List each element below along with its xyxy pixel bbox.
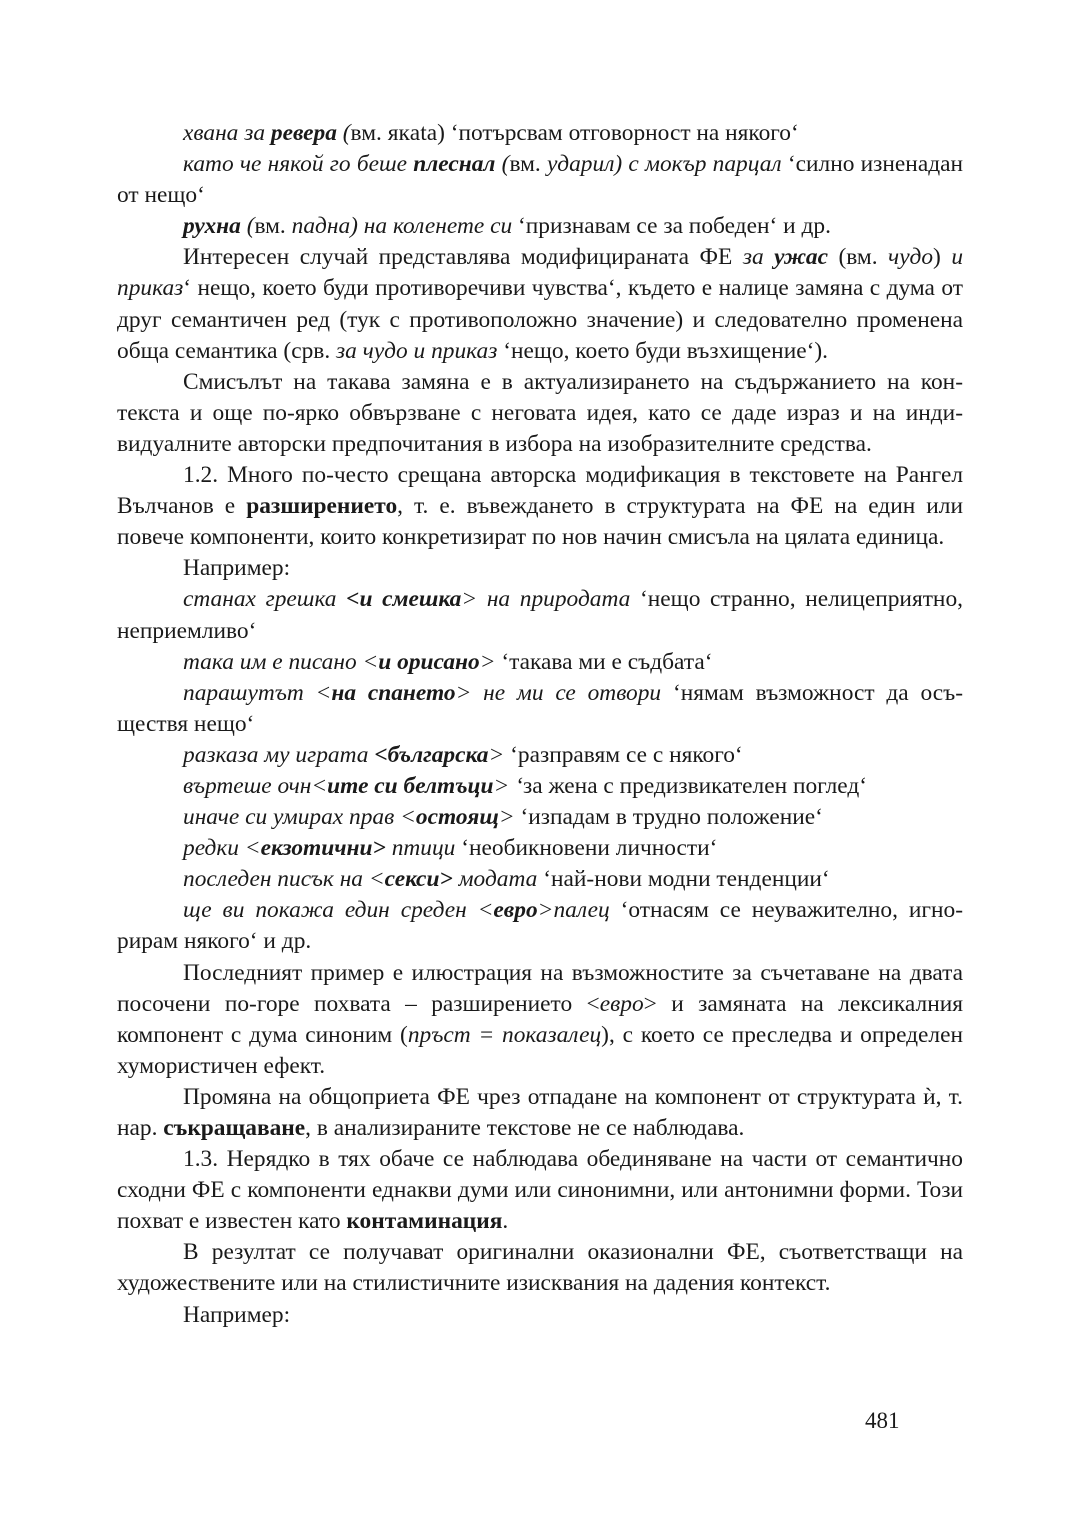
text-run: <и смешка [346,586,462,613]
text-run: вм. якata) ‘потърсвам отговорност на някого‘ [350,120,799,146]
text-run: Например: [183,555,291,582]
paragraph [117,1237,963,1299]
page-number: 481 [865,1408,900,1433]
text-run: ‘най-нови модни тенденции‘ [537,866,830,893]
text-run: > на природата [461,586,631,613]
text-run: ( [495,151,510,178]
text-run: ( [240,213,255,240]
text-run: (вм. [827,244,889,271]
text-run: ‘нямам възможност да осъществя нещо‘ [117,679,964,737]
text-run: на спането [331,679,456,706]
text-run: така им е писано < [183,648,379,675]
text-run: парашутът < [183,679,332,706]
paragraph [117,367,963,460]
text-run: 1.3. Нерядко в тях обаче се наблюдава обединяване на части от семантично сходни ФЕ с компоненти еднакви думи или синонимни, или антонимни форми. Този похват е известен като [117,1146,963,1235]
text-run: въртеше очн< [183,772,328,799]
text-run: ‘силно изненадан от нещо‘ [117,151,964,209]
paragraph [117,1300,963,1331]
text-run: иначе си умирах прав < [183,804,416,831]
text-run: > не ми се отвори [455,679,662,706]
text-run: Интересен случай представлява модифицираната ФЕ [183,244,743,271]
text-run: остоящ [415,804,499,831]
paragraph [117,771,963,802]
text-run: ) [933,244,952,271]
text-run: рухна [183,213,241,240]
paragraph [117,118,963,149]
text-run: разширението [246,493,398,520]
text-run: ( [336,120,351,146]
text-run: чудо [888,244,934,271]
paragraph [117,1144,963,1237]
text-run: , т. е. въвеждането в структурата на ФЕ на един или повече компоненти, които конкретизират по нов начин смисъла на цялата единица. [117,493,963,551]
text-run: птици [385,835,456,862]
text-run: хвана за [183,120,271,146]
text-run: . [502,1208,509,1235]
text-run: , в анализираните текстове не се наблюдава. [305,1115,745,1141]
text-run: секси> [384,866,453,893]
text-run: > [479,648,496,675]
text-run: >палец [537,897,610,924]
paragraph [117,740,963,771]
paragraph [117,833,963,864]
text-run: за жена с предизвикателен поглед‘ [522,772,868,799]
text-run: ‘нещо странно, нелицеприятно, неприемливо‘ [117,586,963,644]
text-run: Промяна на общоприета ФЕ чрез отпадане на компонент от структурата ѝ, т. нар. [117,1083,963,1141]
paragraph [117,460,963,553]
paragraph [117,1082,963,1144]
text-run: и приказ [117,244,964,302]
text-run: като че някой го беше [183,151,414,178]
text-run: плеснал [413,151,496,178]
text-run: > и замяната на лексикалния компонент с дума синоним ( [117,990,963,1048]
text-run: > ‘ [493,772,523,799]
text-run: ‘изпадам в трудно положение‘ [514,804,823,831]
page-body [117,118,963,1331]
text-run: Например: [183,1301,291,1328]
text-run: евро [599,990,644,1017]
paragraph [117,149,963,211]
text-run: Последният пример е илюстрация на възможностите за съчетаване на двата посочени по-горе похвата – разширението < [117,959,963,1017]
text-run: ударил) с мокър парцал [546,151,782,178]
paragraph [117,802,963,833]
text-run: модата [452,866,538,893]
text-run: ‘разправям се с някого‘ [504,741,743,768]
text-run: последен писък на < [183,866,385,893]
text-run: ), с което се преследва и определен хумористичен ефект. [117,1021,963,1079]
paragraph [117,678,963,740]
text-run: ‘признавам се за победен‘ и др. [512,213,831,240]
text-run: разказа му играта [183,741,375,768]
text-run: и орисано [378,648,480,675]
text-run: пръст = показалец [407,1021,602,1048]
text-run: Смисълът на такава замяна е в актуализирането на съдържанието на контекста и още по-ярко обвързване с неговата идея, като се даде израз и на индивидуалните авторски предпочитания в избора на изобразителните средства. [117,368,963,457]
text-run: ите си белтъци [327,772,494,799]
text-run: евро [493,897,538,924]
text-run: <българска [374,741,489,768]
paragraph [117,864,963,895]
text-run: В резултат се получават оригинални оказионални ФЕ, съответстващи на художествените или на стилистичните изисквания на дадения контекст. [117,1239,963,1297]
text-run: за чудо и приказ [336,337,498,364]
text-run: вм. [254,213,292,240]
text-run: > [488,741,505,768]
text-run: за [742,244,775,271]
text-run: ‘отнасям се неуважително, игнорирам някого‘ и др. [117,897,963,955]
text-run: ‘ нещо, което буди противоречиви чувства‘, където е налице замяна с дума от друг семантичен ред (тук с противоположно значение) и следователно променена обща семантика (срв. [117,275,963,364]
paragraph [117,895,963,957]
text-run: вм. [509,151,547,178]
paragraph [117,211,963,242]
text-run: редки < [183,835,261,862]
text-run: ужас [774,244,828,271]
text-run: ще ви покажа един среден < [183,897,494,924]
text-run: екзотични> [260,835,386,862]
text-run: 1.2. Много по-често срещана авторска модификация в текстовете на Рангел Вълчанов е [117,462,963,520]
text-run: падна) на коленете си [291,213,513,240]
paragraph [117,958,963,1082]
text-run: станах грешка [183,586,347,613]
text-run: контаминация [346,1208,503,1235]
text-run: съкращаване [163,1115,306,1141]
paragraph [117,553,963,584]
text-run: ‘такава ми е съдбата‘ [495,648,713,675]
text-run: ‘нещо, което буди възхищение‘). [497,337,829,364]
paragraph [117,647,963,678]
text-run: ‘необикновени личности‘ [455,835,718,862]
text-run: > [498,804,515,831]
paragraph [117,584,963,646]
text-run: ревера [270,120,337,146]
paragraph [117,242,963,366]
